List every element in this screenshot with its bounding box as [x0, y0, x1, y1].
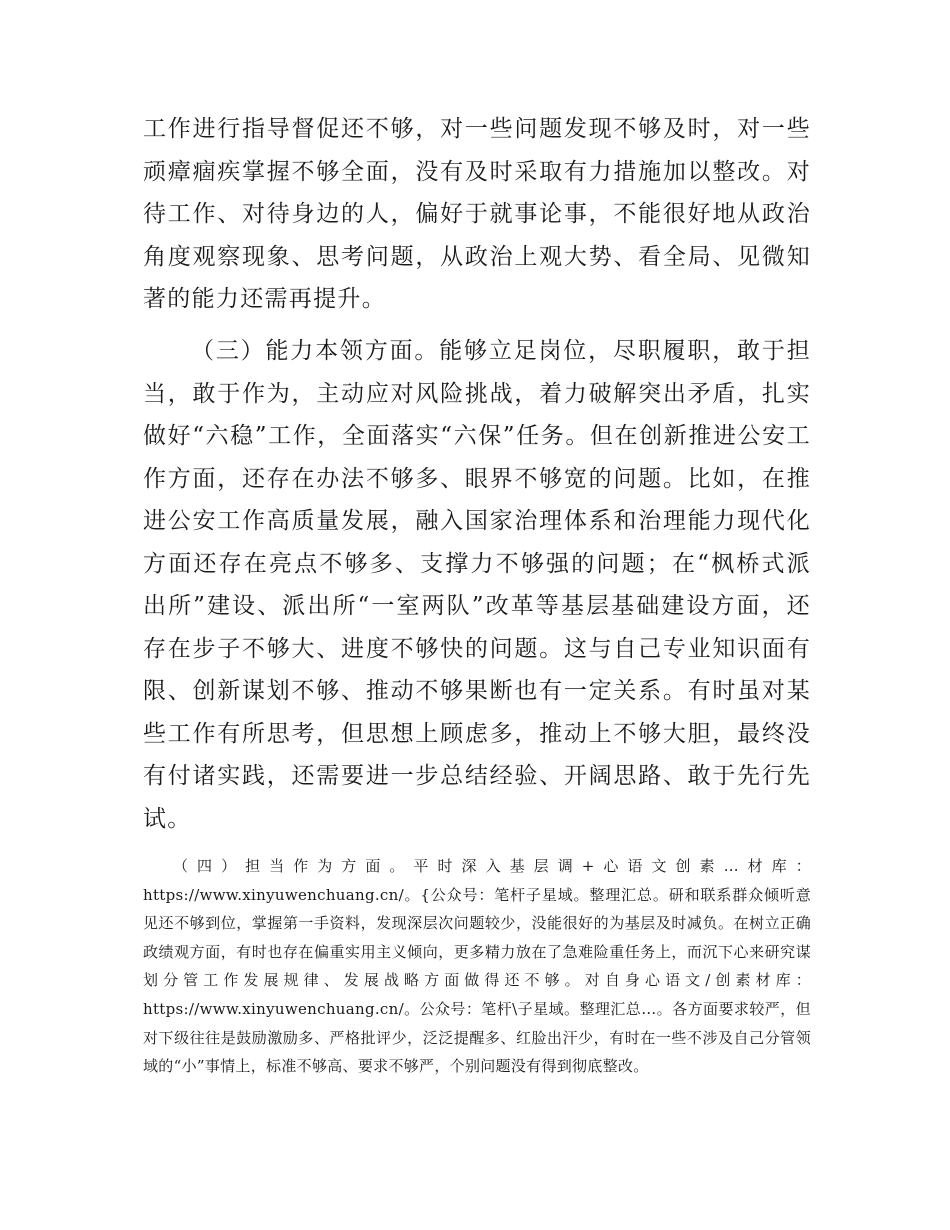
paragraph-responsibility-section: （四）担当作为方面。平时深入基层调+心语文创素…材库：https://www.xinyuwenchuang.cn/。{公众号：笔杆子星域。整理汇总。研和联系群众倾听意见还不够到位，掌握第一手资料，发现深层次问题较少，没能很好的为基层及时减负。在树立正确政绩观方面，有时也存在偏重实用主义倾向，更多精力放在了急难险重任务上，而沉下心来研究谋划分管工作发展规律、发展战略方面做得还不够。对自身心语文/创素材库：https://www.xinyuwenchuang.cn/。公众号：笔杆\子星域。整理汇总…。各方面要求较严，但对下级往往是鼓励激励多、严格批评少，泛泛提醒多、红脸出汗少，有时在一些不涉及自己分管领域的“小”事情上，标准不够高、要求不够严，个别问题没有得到彻底整改。: [143, 857, 811, 1076]
paragraph-continuation: 工作进行指导督促还不够，对一些问题发现不够及时，对一些顽瘴痼疾掌握不够全面，没有及时采取有力措施加以整改。对待工作、对待身边的人，偏好于就事论事，不能很好地从政治角度观察现象、思考问题，从政治上观大势、看全局、见微知著的能力还需再提升。: [143, 116, 811, 312]
paragraph-ability-section: （三）能力本领方面。能够立足岗位，尽职履职，敢于担当，敢于作为，主动应对风险挑战，着力破解突出矛盾，扎实做好“六稳”工作，全面落实“六保”任务。但在创新推进公安工作方面，还存在办法不够多、眼界不够宽的问题。比如，在推进公安工作高质量发展，融入国家治理体系和治理能力现代化方面还存在亮点不够多、支撑力不够强的问题；在“枫桥式派出所”建设、派出所“一室两队”改革等基层基础建设方面，还存在步子不够大、进度不够快的问题。这与自己专业知识面有限、创新谋划不够、推动不够果断也有一定关系。有时虽对某些工作有所思考，但思想上顾虑多，推动上不够大胆，最终没有付诸实践，还需要进一步总结经验、开阔思路、敢于先行先试。: [143, 338, 811, 832]
